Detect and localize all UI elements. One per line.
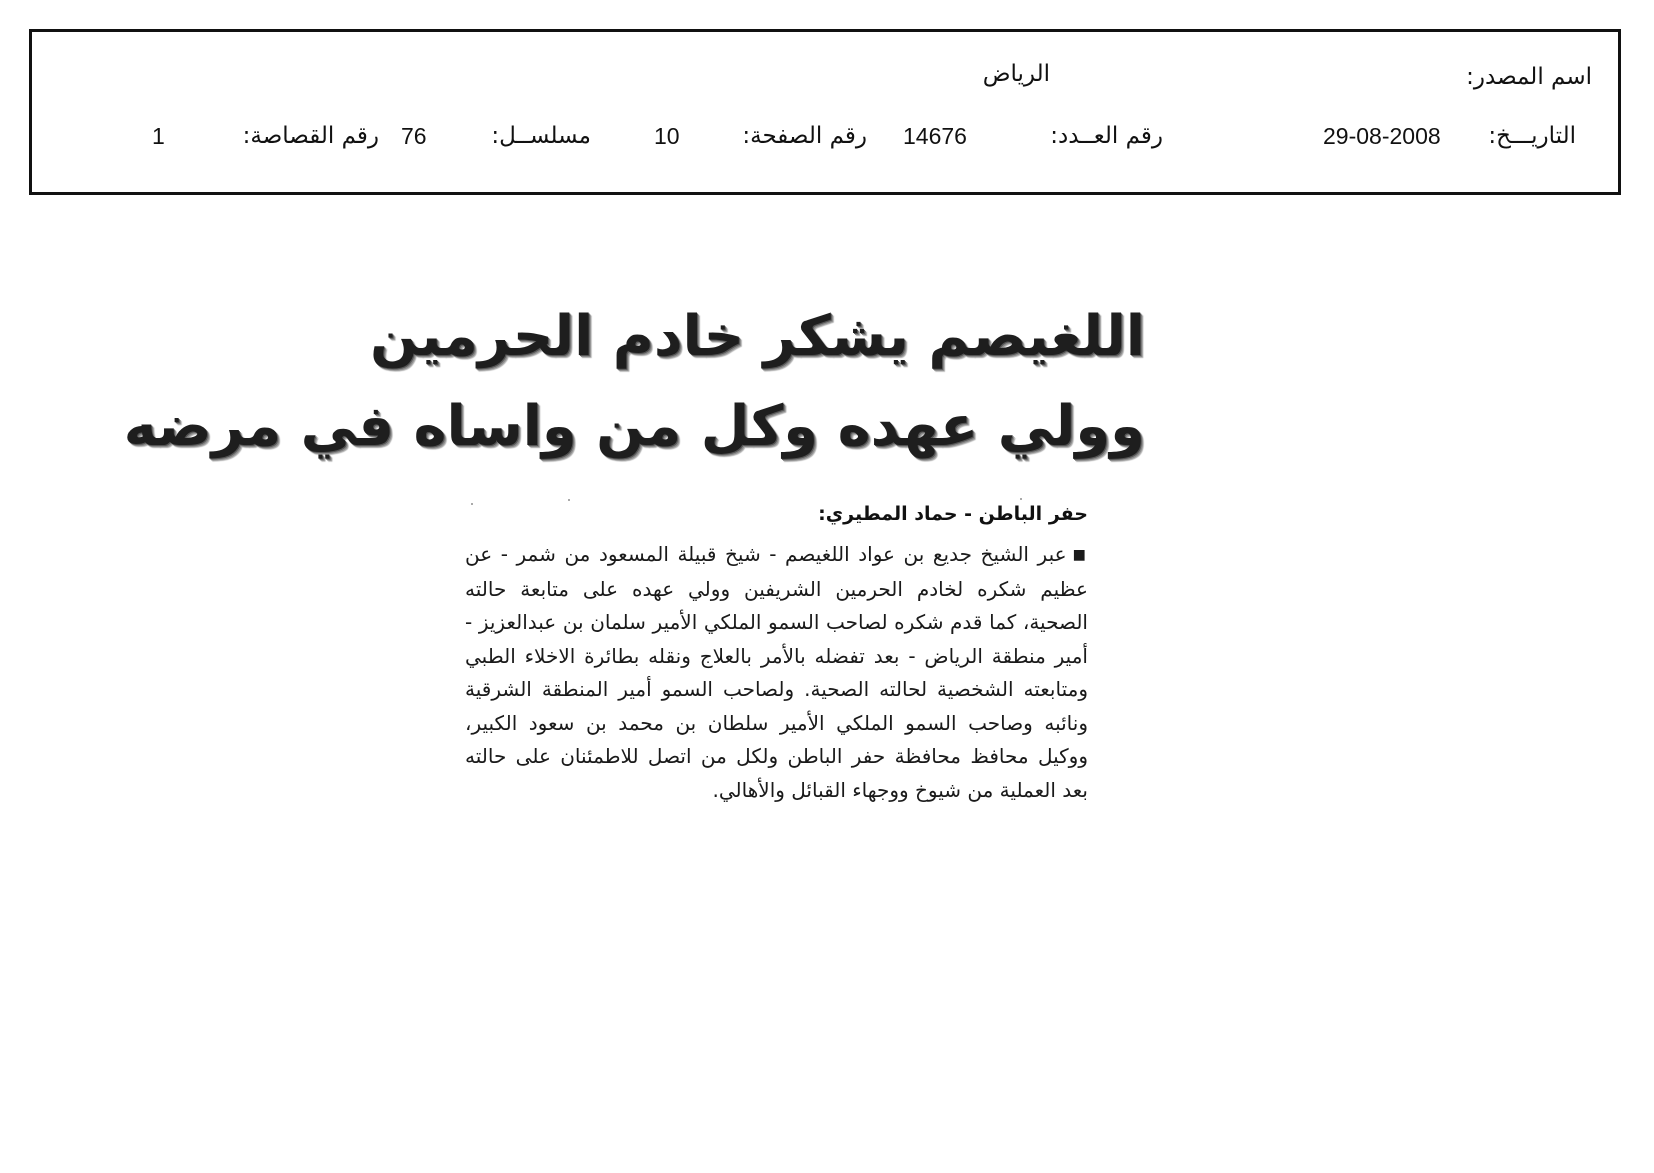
clipping-label: رقم القصاصة:	[242, 123, 379, 149]
scan-speck	[471, 503, 473, 505]
headline-line-2: وولي عهده وكل من واساه في مرضه	[123, 394, 1145, 459]
clipping-value: 1	[152, 123, 165, 149]
article-body	[465, 538, 1088, 807]
page-label: رقم الصفحة:	[742, 123, 867, 149]
article-body-text: عبر الشيخ جديع بن عواد اللغيصم - شيخ قبيلة المسعود من شمر - عن عظيم شكره لخادم الحرمين الشريفين وولي عهده على متابعة حالته الصحية، كما قدم شكره لصاحب السمو الملكي الأمير سلمان بن عبدالعزيز - أمير منطقة الرياض - بعد تفضله بالأمر بالعلاج ونقله بطائرة الاخلاء الطبي ومتابعته الشخصية لحالته الصحية. ولصاحب السمو أمير المنطقة الشرقية ونائبه وصاحب السمو الملكي الأمير سلطان بن محمد بن سعود الكبير، ووكيل محافظ محافظة حفر الباطن ولكل من اتصل للاطمئنان على حالته بعد العملية من شيوخ ووجهاء القبائل والأهالي.	[465, 542, 1088, 802]
issue-label: رقم العــدد:	[1050, 123, 1163, 149]
date-label: التاريـــخ:	[1488, 123, 1576, 149]
issue-value: 14676	[903, 123, 967, 149]
source-value: الرياض	[982, 61, 1050, 87]
paragraph-bullet: ■	[1072, 547, 1089, 563]
serial-label: مسلســل:	[491, 123, 591, 149]
scan-speck	[1020, 498, 1022, 500]
scan-speck	[568, 499, 570, 501]
serial-value: 76	[401, 123, 427, 149]
source-label: اسم المصدر:	[1466, 64, 1592, 90]
page-value: 10	[654, 123, 680, 149]
date-value: 29-08-2008	[1323, 123, 1441, 149]
headline-line-1: اللغيصم يشكر خادم الحرمين	[369, 304, 1145, 369]
article-headline	[123, 292, 1145, 472]
article-byline: حفر الباطن - حماد المطيري:	[818, 503, 1088, 525]
clipping-metadata-box	[29, 29, 1621, 195]
